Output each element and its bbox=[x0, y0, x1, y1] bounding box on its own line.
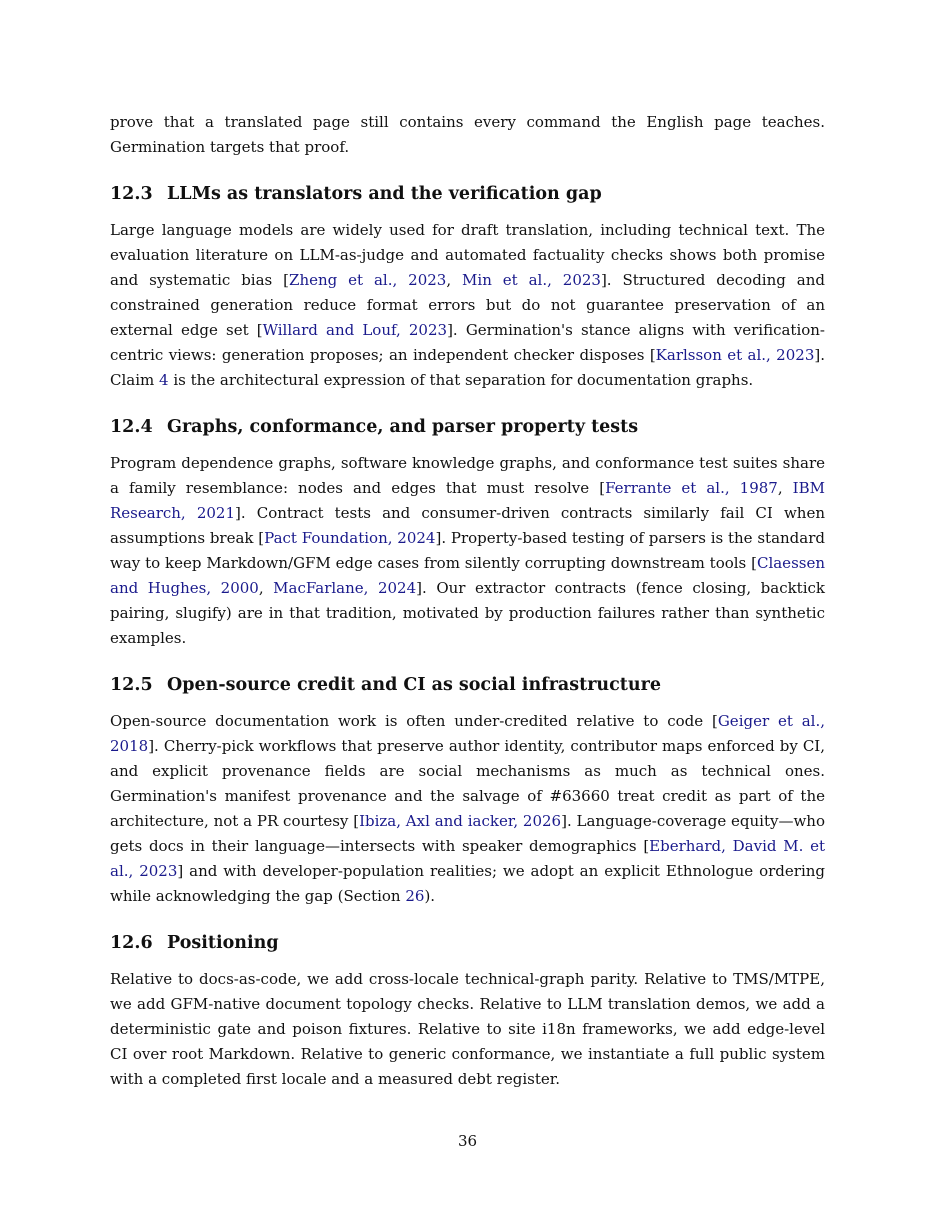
text-run: ]. Claim bbox=[110, 346, 825, 389]
text-run: , bbox=[258, 579, 274, 597]
section-title: Graphs, conformance, and parser property tests bbox=[167, 417, 639, 437]
text-run: ). bbox=[424, 887, 436, 905]
text-run: ]. Contract tests and consumer-driven contracts similarly fail CI when assumptions break [ bbox=[110, 504, 825, 547]
section-paragraph bbox=[110, 451, 825, 651]
section-ref-link[interactable]: 26 bbox=[405, 887, 425, 905]
citation-link[interactable]: Claessen and Hughes, 2000 bbox=[110, 554, 825, 597]
citation-link[interactable]: Ibiza, Axl and iacker, 2026 bbox=[359, 812, 562, 830]
text-run: ] and with developer-population realities; we adopt an explicit Ethnologue ordering while acknowledging the gap (Section bbox=[110, 862, 826, 905]
section-12-6 bbox=[110, 931, 825, 1092]
citation-link[interactable]: Min et al., 2023 bbox=[462, 271, 601, 289]
section-heading bbox=[110, 931, 825, 955]
claim-ref-link[interactable]: 4 bbox=[159, 371, 169, 389]
text-run: , bbox=[777, 479, 793, 497]
text-run: Large language models are widely used for draft translation, including technical text. The evaluation literature on LLM-as-judge and automated factuality checks shows both promise and systematic bias [ bbox=[110, 221, 825, 289]
citation-link[interactable]: IBM Research, 2021 bbox=[110, 479, 825, 522]
citation-link[interactable]: Ferrante et al., 1987 bbox=[605, 479, 778, 497]
text-run: ]. Cherry-pick workflows that preserve author identity, contributor maps enforced by CI, and explicit provenance fields are social mechanisms as much as technical ones. Germination's manifest provenance and the salvage of #63660 treat credit as part of the architecture, not a PR courtesy [ bbox=[110, 737, 825, 830]
continuation-paragraph: prove that a translated page still contains every command the English page teaches. Germination targets that proof. bbox=[110, 113, 825, 156]
section-paragraph bbox=[110, 709, 825, 909]
section-12-3 bbox=[110, 182, 825, 393]
text-run: Program dependence graphs, software knowledge graphs, and conformance test suites share a family resemblance: nodes and edges that must resolve [ bbox=[110, 454, 825, 497]
text-run: ]. Property-based testing of parsers is the standard way to keep Markdown/GFM edge cases from silently corrupting downstream tools [ bbox=[110, 529, 825, 572]
section-paragraph bbox=[110, 218, 825, 393]
section-title: Open-source credit and CI as social infrastructure bbox=[167, 675, 661, 695]
section-title: LLMs as translators and the verification gap bbox=[167, 184, 602, 204]
citation-link[interactable]: Willard and Louf, 2023 bbox=[262, 321, 448, 339]
text-run: ]. Structured decoding and constrained generation reduce format errors but do not guarantee preservation of an external edge set [ bbox=[110, 271, 825, 339]
citation-link[interactable]: Zheng et al., 2023 bbox=[289, 271, 447, 289]
text-run: ]. Germination's stance aligns with verification-centric views: generation proposes; an independent checker disposes [ bbox=[110, 321, 826, 364]
section-paragraph: Relative to docs-as-code, we add cross-locale technical-graph parity. Relative to TMS/MTPE, we add GFM-native document topology checks. Relative to LLM translation demos, we add a deterministic gate and poison fixtures. Relative to site i18n frameworks, we add edge-level CI over root Markdown. Relative to generic conformance, we instantiate a full public system with a completed first locale and a measured debt register. bbox=[110, 970, 825, 1088]
text-run: is the architectural expression of that separation for documentation graphs. bbox=[168, 371, 754, 389]
page-body bbox=[110, 110, 825, 1092]
text-run: Open-source documentation work is often under-credited relative to code [ bbox=[110, 712, 718, 730]
citation-link[interactable]: Eberhard, David M. et al., 2023 bbox=[110, 837, 825, 880]
citation-link[interactable]: Geiger et al., 2018 bbox=[110, 712, 825, 755]
text-run: , bbox=[446, 271, 463, 289]
text-run: ]. Language-coverage equity—who gets docs in their language—intersects with speaker demographics [ bbox=[110, 812, 825, 855]
citation-link[interactable]: Karlsson et al., 2023 bbox=[655, 346, 815, 364]
section-12-5 bbox=[110, 673, 825, 909]
section-number: 12.4 bbox=[110, 417, 153, 437]
section-number: 12.6 bbox=[110, 933, 153, 953]
section-heading bbox=[110, 673, 825, 697]
text-run: ]. Our extractor contracts (fence closing, backtick pairing, slugify) are in that tradition, motivated by production failures rather than synthetic examples. bbox=[110, 579, 826, 647]
section-12-4 bbox=[110, 415, 825, 651]
section-heading bbox=[110, 182, 825, 206]
citation-link[interactable]: MacFarlane, 2024 bbox=[273, 579, 417, 597]
citation-link[interactable]: Pact Foundation, 2024 bbox=[264, 529, 436, 547]
section-number: 12.3 bbox=[110, 184, 153, 204]
section-number: 12.5 bbox=[110, 675, 153, 695]
section-title: Positioning bbox=[167, 933, 279, 953]
page-number: 36 bbox=[457, 1132, 478, 1150]
section-heading bbox=[110, 415, 825, 439]
